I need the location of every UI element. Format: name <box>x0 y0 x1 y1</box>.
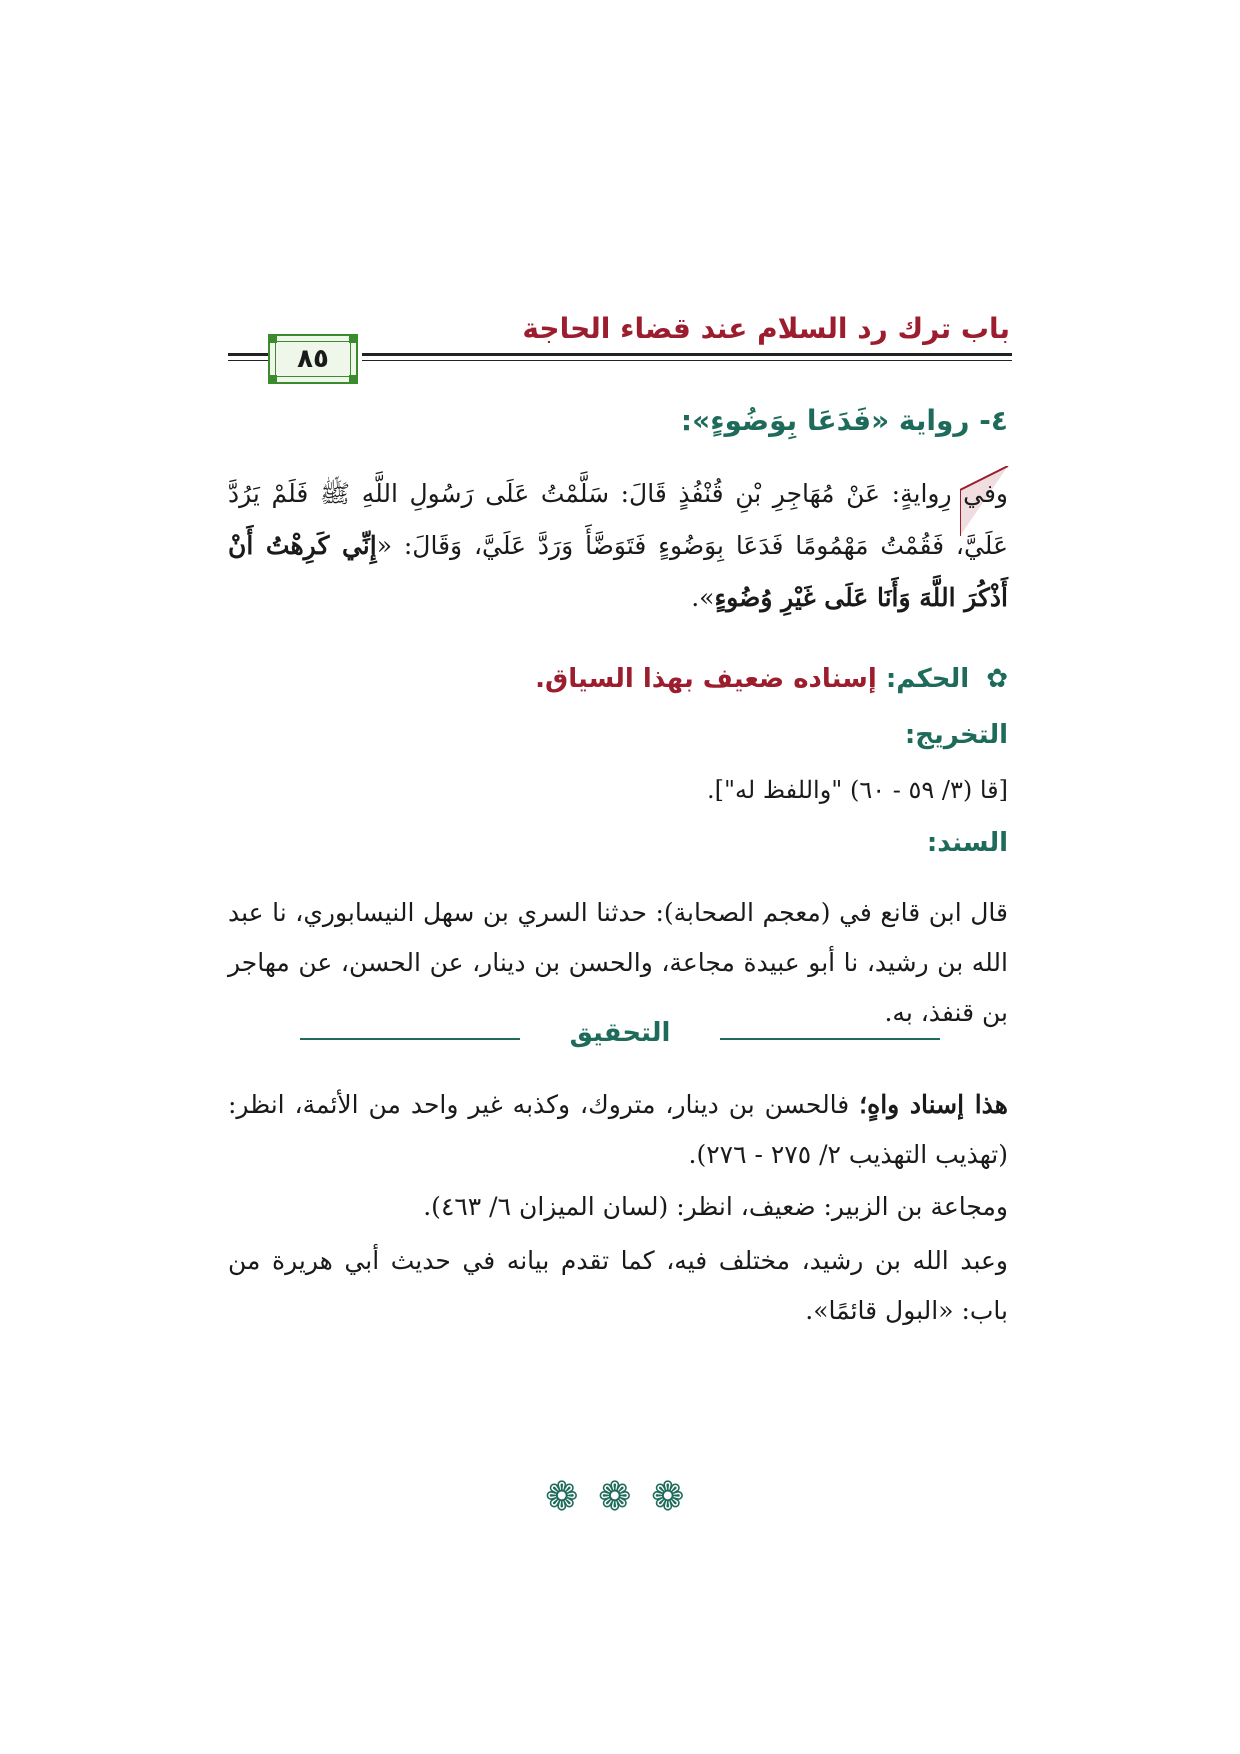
tahqiq-heading: التحقيق <box>569 1018 671 1048</box>
ornament-icon: ❁ <box>651 1474 685 1520</box>
ruling-label: الحكم: <box>885 664 970 694</box>
page-number: ٨٥ <box>275 341 351 377</box>
sanad-text: قال ابن قانع في (معجم الصحابة): حدثنا السري بن سهل النيسابوري، نا عبد الله بن رشيد، نا أبو عبيدة مجاعة، والحسن بن دينار، عن الحسن، عن مهاجر بن قنفذ، به. <box>228 898 1008 1027</box>
hadith-text <box>228 468 1008 624</box>
tahqiq-paragraph-3: وعبد الله بن رشيد، مختلف فيه، كما تقدم بيانه في حديث أبي هريرة من باب: «البول قائمًا». <box>228 1246 1008 1325</box>
hadith-body: وفي رِوايةٍ: عَنْ مُهَاجِرِ بْنِ قُنْفُذٍ قَالَ: سَلَّمْتُ عَلَى رَسُولِ اللَّهِ ﷺ فَلَمْ يَرُدَّ عَلَيَّ، فَقُمْتُ مَهْمُومًا فَدَعَا بِوَضُوءٍ فَتَوَضَّأَ وَرَدَّ عَلَيَّ، وَقَالَ: « <box>228 479 1008 560</box>
header-rule-right <box>362 353 1012 356</box>
ornament-icon: ❁ <box>545 1474 579 1520</box>
tahqiq-p1-rest: فالحسن بن دينار، متروك، وكذبه غير واحد من الأئمة، انظر: (تهذيب التهذيب ٢/ ٢٧٥ - ٢٧٦). <box>228 1090 1008 1169</box>
page-number-frame <box>268 334 358 384</box>
tahqiq-divider <box>300 1018 940 1058</box>
ruling-value: إسناده ضعيف بهذا السياق. <box>535 664 877 694</box>
section-heading: ٤- رواية «فَدَعَا بِوَضُوءٍ»: <box>680 404 1008 437</box>
hadith-block <box>228 468 1008 624</box>
chapter-title: باب ترك رد السلام عند قضاء الحاجة <box>522 312 1010 345</box>
tahqiq-paragraph-1 <box>228 1080 1008 1180</box>
header-rule-left-thin <box>228 360 268 361</box>
ruling-line <box>535 664 1008 694</box>
tahqiq-paragraph-2: ومجاعة بن الزبير: ضعيف، انظر: (لسان الميزان ٦/ ٤٦٣). <box>423 1192 1008 1221</box>
header-rule-right-thin <box>362 360 1012 361</box>
hadith-end: ». <box>691 583 715 612</box>
sanad-heading: السند: <box>926 828 1008 858</box>
flower-icon: ✿ <box>986 664 1008 694</box>
tahqiq-bold-lead: هذا إسناد واهٍ؛ <box>859 1090 1008 1119</box>
ornament-icon: ❁ <box>598 1474 632 1520</box>
hadith-quote: إِنِّي كَرِهْتُ أَنْ أَذْكُرَ اللَّهَ وَأَنَا عَلَى غَيْرِ وُضُوءٍ <box>228 531 1008 612</box>
takhrij-heading: التخريج: <box>904 720 1008 750</box>
takhrij-text: [قا (٣/ ٥٩ - ٦٠) "واللفظ له"]. <box>707 776 1008 804</box>
header-rule-left <box>228 353 268 356</box>
